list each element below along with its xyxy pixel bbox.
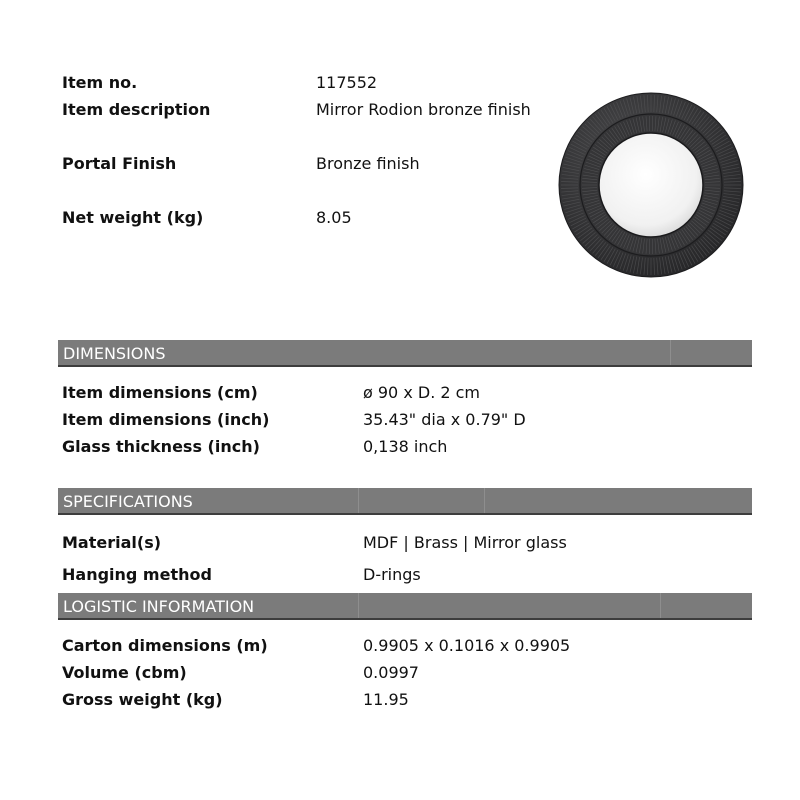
materials-label: Material(s) xyxy=(62,533,162,552)
specifications-section-title: SPECIFICATIONS xyxy=(63,492,193,511)
materials-value: MDF | Brass | Mirror glass xyxy=(363,533,567,552)
item-dimensions-cm-label: Item dimensions (cm) xyxy=(62,383,258,402)
round-mirror-product-image xyxy=(558,92,744,278)
carton-dimensions-label: Carton dimensions (m) xyxy=(62,636,268,655)
item-dimensions-inch-value: 35.43" dia x 0.79" D xyxy=(363,410,526,429)
volume-label: Volume (cbm) xyxy=(62,663,187,682)
volume-value: 0.0997 xyxy=(363,663,419,682)
dimensions-section-title: DIMENSIONS xyxy=(63,344,166,363)
header-divider xyxy=(670,340,671,365)
gross-weight-label: Gross weight (kg) xyxy=(62,690,223,709)
item-no-label: Item no. xyxy=(62,73,138,92)
glass-thickness-value: 0,138 inch xyxy=(363,437,448,456)
net-weight-label: Net weight (kg) xyxy=(62,208,204,227)
logistic-section-title: LOGISTIC INFORMATION xyxy=(63,597,255,616)
hanging-method-label: Hanging method xyxy=(62,565,212,584)
header-divider xyxy=(660,593,661,618)
header-divider xyxy=(358,488,359,513)
portal-finish-value: Bronze finish xyxy=(316,154,420,173)
item-no-value: 117552 xyxy=(316,73,378,92)
net-weight-value: 8.05 xyxy=(316,208,352,227)
header-divider xyxy=(358,593,359,618)
glass-thickness-label: Glass thickness (inch) xyxy=(62,437,260,456)
portal-finish-label: Portal Finish xyxy=(62,154,177,173)
item-description-label: Item description xyxy=(62,100,211,119)
dimensions-section-header xyxy=(58,340,752,367)
item-dimensions-cm-value: ø 90 x D. 2 cm xyxy=(363,383,481,402)
gross-weight-value: 11.95 xyxy=(363,690,409,709)
hanging-method-value: D-rings xyxy=(363,565,421,584)
carton-dimensions-value: 0.9905 x 0.1016 x 0.9905 xyxy=(363,636,571,655)
specifications-section-header xyxy=(58,488,752,515)
header-divider xyxy=(484,488,485,513)
logistic-section-header xyxy=(58,593,752,620)
item-dimensions-inch-label: Item dimensions (inch) xyxy=(62,410,270,429)
item-description-value: Mirror Rodion bronze finish xyxy=(316,100,531,119)
